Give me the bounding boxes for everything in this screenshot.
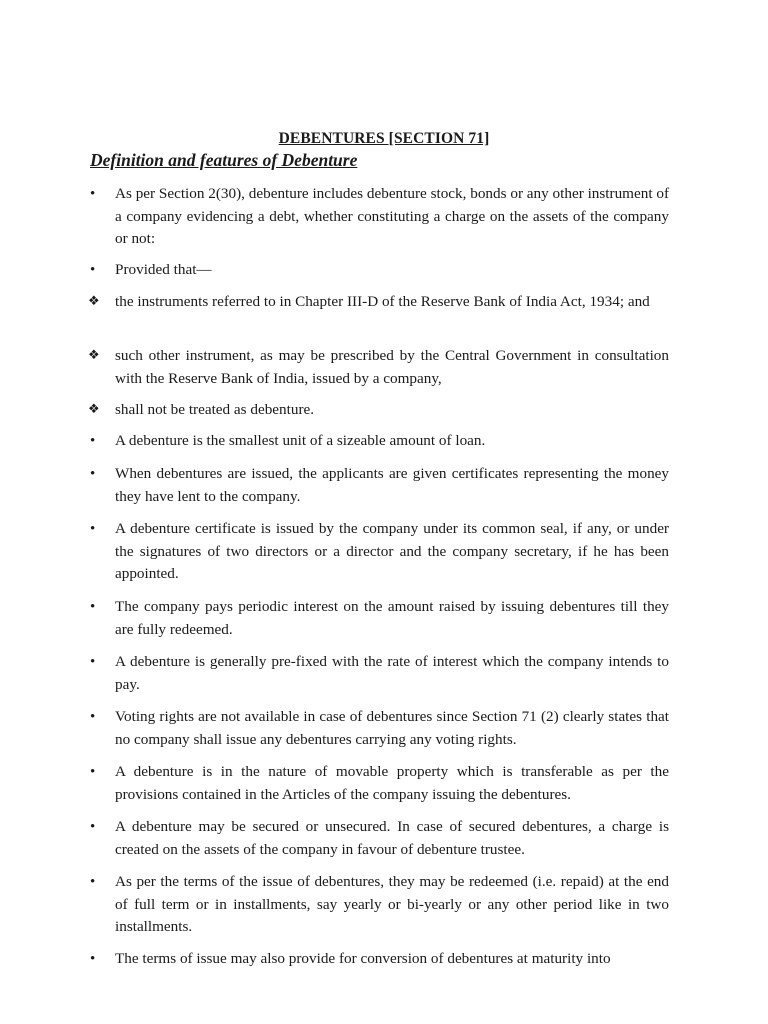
bullet-icon: •	[90, 654, 96, 670]
list-item-text: shall not be treated as debenture.	[115, 401, 315, 418]
list-item-text: the instruments referred to in Chapter III-D of the Reserve Bank of India Act, 1934; and	[115, 293, 650, 310]
section-subtitle: Definition and features of Debenture	[90, 150, 358, 170]
list-item-text: A debenture certificate is issued by the company under its common seal, if any, or under the signatures of two directors or a director and the company secretary, if he has been appointed.	[115, 520, 669, 583]
list-item-text: Voting rights are not available in case of debentures since Section 71 (2) clearly states that no company shall issue any debentures carrying any voting rights.	[115, 708, 669, 748]
list-item	[88, 816, 669, 861]
list-item	[88, 291, 669, 314]
bullet-icon: •	[90, 433, 96, 449]
bullet-icon: •	[90, 874, 96, 890]
list-item-text: such other instrument, as may be prescribed by the Central Government in consultation with the Reserve Bank of India, issued by a company,	[115, 347, 669, 387]
list-item	[88, 518, 669, 586]
diamond-icon: ❖	[88, 294, 100, 309]
list-item-text: The terms of issue may also provide for conversion of debentures at maturity into	[115, 950, 611, 967]
diamond-icon: ❖	[88, 348, 100, 363]
list-item-text: As per Section 2(30), debenture includes debenture stock, bonds or any other instrument of a company evidencing a debt, whether constituting a charge on the assets of the company or not:	[115, 185, 669, 248]
bullet-icon: •	[90, 599, 96, 615]
bullet-icon: •	[90, 466, 96, 482]
list-item-text: As per the terms of the issue of debentures, they may be redeemed (i.e. repaid) at the end of full term or in installments, say yearly or bi-yearly or any other period like in two installments.	[115, 873, 669, 936]
list-item	[88, 871, 669, 939]
bullet-icon: •	[90, 521, 96, 537]
bullet-icon: •	[90, 262, 96, 278]
page-title: DEBENTURES [SECTION 71]	[278, 130, 490, 147]
list-item	[88, 259, 669, 282]
list-item	[88, 399, 669, 422]
bullet-icon: •	[90, 951, 96, 967]
diamond-icon: ❖	[88, 402, 100, 417]
list-item-text: The company pays periodic interest on the amount raised by issuing debentures till they are fully redeemed.	[115, 598, 669, 638]
bullet-icon: •	[90, 186, 96, 202]
list-item-text: A debenture is in the nature of movable property which is transferable as per the provisions contained in the Articles of the company issuing the debentures.	[115, 763, 669, 803]
list-item	[88, 761, 669, 806]
list-item-text: A debenture is the smallest unit of a sizeable amount of loan.	[115, 432, 486, 449]
list-item	[88, 183, 669, 251]
list-item	[88, 651, 669, 696]
list-item	[88, 596, 669, 641]
list-item	[88, 463, 669, 508]
bullet-icon: •	[90, 764, 96, 780]
list-item	[88, 345, 669, 390]
bullet-icon: •	[90, 709, 96, 725]
list-item-text: Provided that—	[115, 261, 212, 278]
list-item	[88, 706, 669, 751]
list-item-text: A debenture is generally pre-fixed with the rate of interest which the company intends to pay.	[115, 653, 669, 693]
bullet-icon: •	[90, 819, 96, 835]
list-item	[88, 948, 669, 971]
list-item-text: A debenture may be secured or unsecured. In case of secured debentures, a charge is created on the assets of the company in favour of debenture trustee.	[115, 818, 669, 858]
list-item	[88, 430, 669, 453]
list-item-text: When debentures are issued, the applicants are given certificates representing the money they have lent to the company.	[115, 465, 669, 505]
